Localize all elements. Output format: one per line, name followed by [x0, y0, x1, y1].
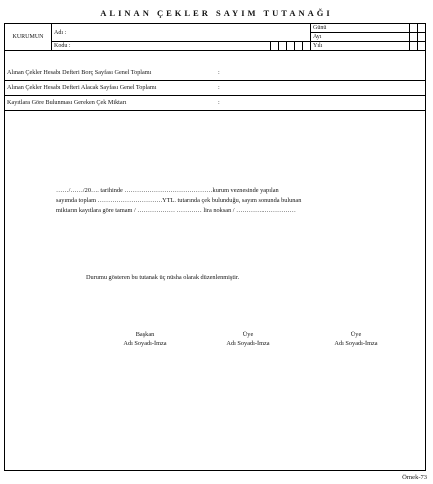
debit-total-colon: : [218, 69, 220, 76]
credit-total-colon: : [218, 84, 220, 91]
code-box-1[interactable] [271, 42, 279, 50]
signature-name-line: Adı Soyadı-İmza [334, 339, 378, 347]
expected-amount-row[interactable] [4, 96, 426, 111]
count-statement-line-2: sayımda toplam ………………………….YTL. tutarında çek bulunduğu, sayım sonunda bulunan [56, 197, 302, 204]
credit-total-label: Alınan Çekler Hesabı Defteri Alacak Sayfası Genel Toplamı [7, 84, 157, 91]
year-box-1[interactable] [410, 42, 418, 51]
signature-role: Başkan [135, 331, 155, 338]
credit-total-row[interactable] [4, 81, 426, 96]
count-statement-line-1: ……/……/20…. tarihinde ……………………………………kurum veznesinde yapılan [56, 187, 279, 194]
count-statement-line-3: miktarın kayıtlara göre tamam / ……………… ………… lira noksan / …………..…………… [56, 207, 296, 214]
month-box-2[interactable] [418, 33, 426, 42]
signature-chairman [105, 331, 185, 348]
day-box-1[interactable] [410, 24, 418, 33]
day-label: Günü [311, 24, 410, 33]
form-title: ALINAN ÇEKLER SAYIM TUTANAĞI [100, 8, 333, 18]
year-box-2[interactable] [418, 42, 426, 51]
day-box-2[interactable] [418, 24, 426, 33]
institution-code-cell [52, 42, 311, 51]
institution-name-field[interactable]: Adı : [52, 24, 311, 42]
year-label: Yılı [311, 42, 410, 51]
debit-total-label: Alınan Çekler Hesabı Defteri Borç Sayfası Genel Toplamı [7, 69, 152, 76]
form-number: Örnek-73 [402, 474, 427, 481]
signature-member-1 [208, 331, 288, 348]
expected-amount-colon: : [218, 99, 220, 106]
code-box-2[interactable] [279, 42, 287, 50]
signature-role: Üye [350, 331, 362, 338]
signature-role: Üye [242, 331, 254, 338]
expected-amount-label: Kayıtlara Göre Bulunması Gereken Çek Miktarı [7, 99, 127, 106]
signature-name-line: Adı Soyadı-İmza [123, 339, 167, 347]
code-box-3[interactable] [287, 42, 295, 50]
month-label: Ayı [311, 33, 410, 42]
month-box-1[interactable] [410, 33, 418, 42]
copies-note: Durumu gösteren bu tutanak üç nüsha olarak düzenlenmiştir. [86, 274, 240, 281]
code-box-4[interactable] [295, 42, 303, 50]
institution-header-table [4, 23, 426, 51]
signature-member-2 [316, 331, 396, 348]
kurumun-label: KURUMUN [5, 24, 52, 51]
debit-total-row[interactable] [4, 66, 426, 81]
signature-name-line: Adı Soyadı-İmza [226, 339, 270, 347]
code-box-5[interactable] [303, 42, 311, 50]
institution-code-field[interactable]: Kodu : [52, 42, 271, 50]
